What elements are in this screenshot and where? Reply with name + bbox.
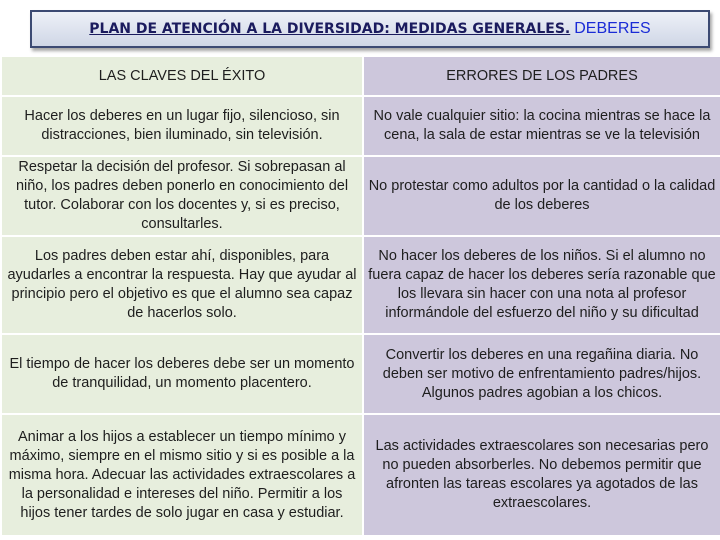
cell-clave-2: Respetar la decisión del profesor. Si sobrepasan al niño, los padres deben ponerlo en conocimiento del tutor. Colaborar con los docentes y, si es preciso, consultarles.: [1, 156, 363, 236]
cell-error-4: Convertir los deberes en una regañina diaria. No deben ser motivo de enfrentamiento padres/hijos. Algunos padres agobian a los chicos.: [363, 334, 720, 414]
table-row: [1, 236, 720, 334]
cell-error-2: No protestar como adultos por la cantidad o la calidad de los deberes: [363, 156, 720, 236]
cell-clave-1: Hacer los deberes en un lugar fijo, silencioso, sin distracciones, bien iluminado, sin televisión.: [1, 96, 363, 156]
slide-title: [30, 10, 710, 48]
table-header-row: [1, 56, 720, 96]
title-main-text: PLAN DE ATENCIÓN A LA DIVERSIDAD: MEDIDAS GENERALES.: [89, 21, 571, 37]
cell-clave-5: Animar a los hijos a establecer un tiempo mínimo y máximo, siempre en el mismo sitio y si es posible a la misma hora. Adecuar las actividades extraescolares a la personalidad e intereses del niño. Permitir a los hijos tener tardes de solo jugar en casa y estudiar.: [1, 414, 363, 536]
comparison-table: [0, 55, 720, 537]
table-row: [1, 414, 720, 536]
table-row: [1, 96, 720, 156]
cell-clave-3: Los padres deben estar ahí, disponibles, para ayudarles a encontrar la respuesta. Hay que ayudar al principio pero el objetivo es que el alumno sea capaz de hacerlos solo.: [1, 236, 363, 334]
title-accent-text: DEBERES: [574, 20, 651, 37]
cell-error-5: Las actividades extraescolares son necesarias pero no pueden absorberles. No debemos permitir que afronten las tareas escolares ya agotados de las extraescolares.: [363, 414, 720, 536]
table-row: [1, 334, 720, 414]
cell-error-3: No hacer los deberes de los niños. Si el alumno no fuera capaz de hacer los deberes sería razonable que los llevara sin hacer con una nota al profesor informándole del esfuerzo del niño y su dificultad: [363, 236, 720, 334]
heading-errores-de-los-padres: ERRORES DE LOS PADRES: [363, 56, 720, 96]
heading-claves-del-exito: LAS CLAVES DEL ÉXITO: [1, 56, 363, 96]
cell-clave-4: El tiempo de hacer los deberes debe ser un momento de tranquilidad, un momento placentero.: [1, 334, 363, 414]
cell-error-1: No vale cualquier sitio: la cocina mientras se hace la cena, la sala de estar mientras se ve la televisión: [363, 96, 720, 156]
table-row: [1, 156, 720, 236]
